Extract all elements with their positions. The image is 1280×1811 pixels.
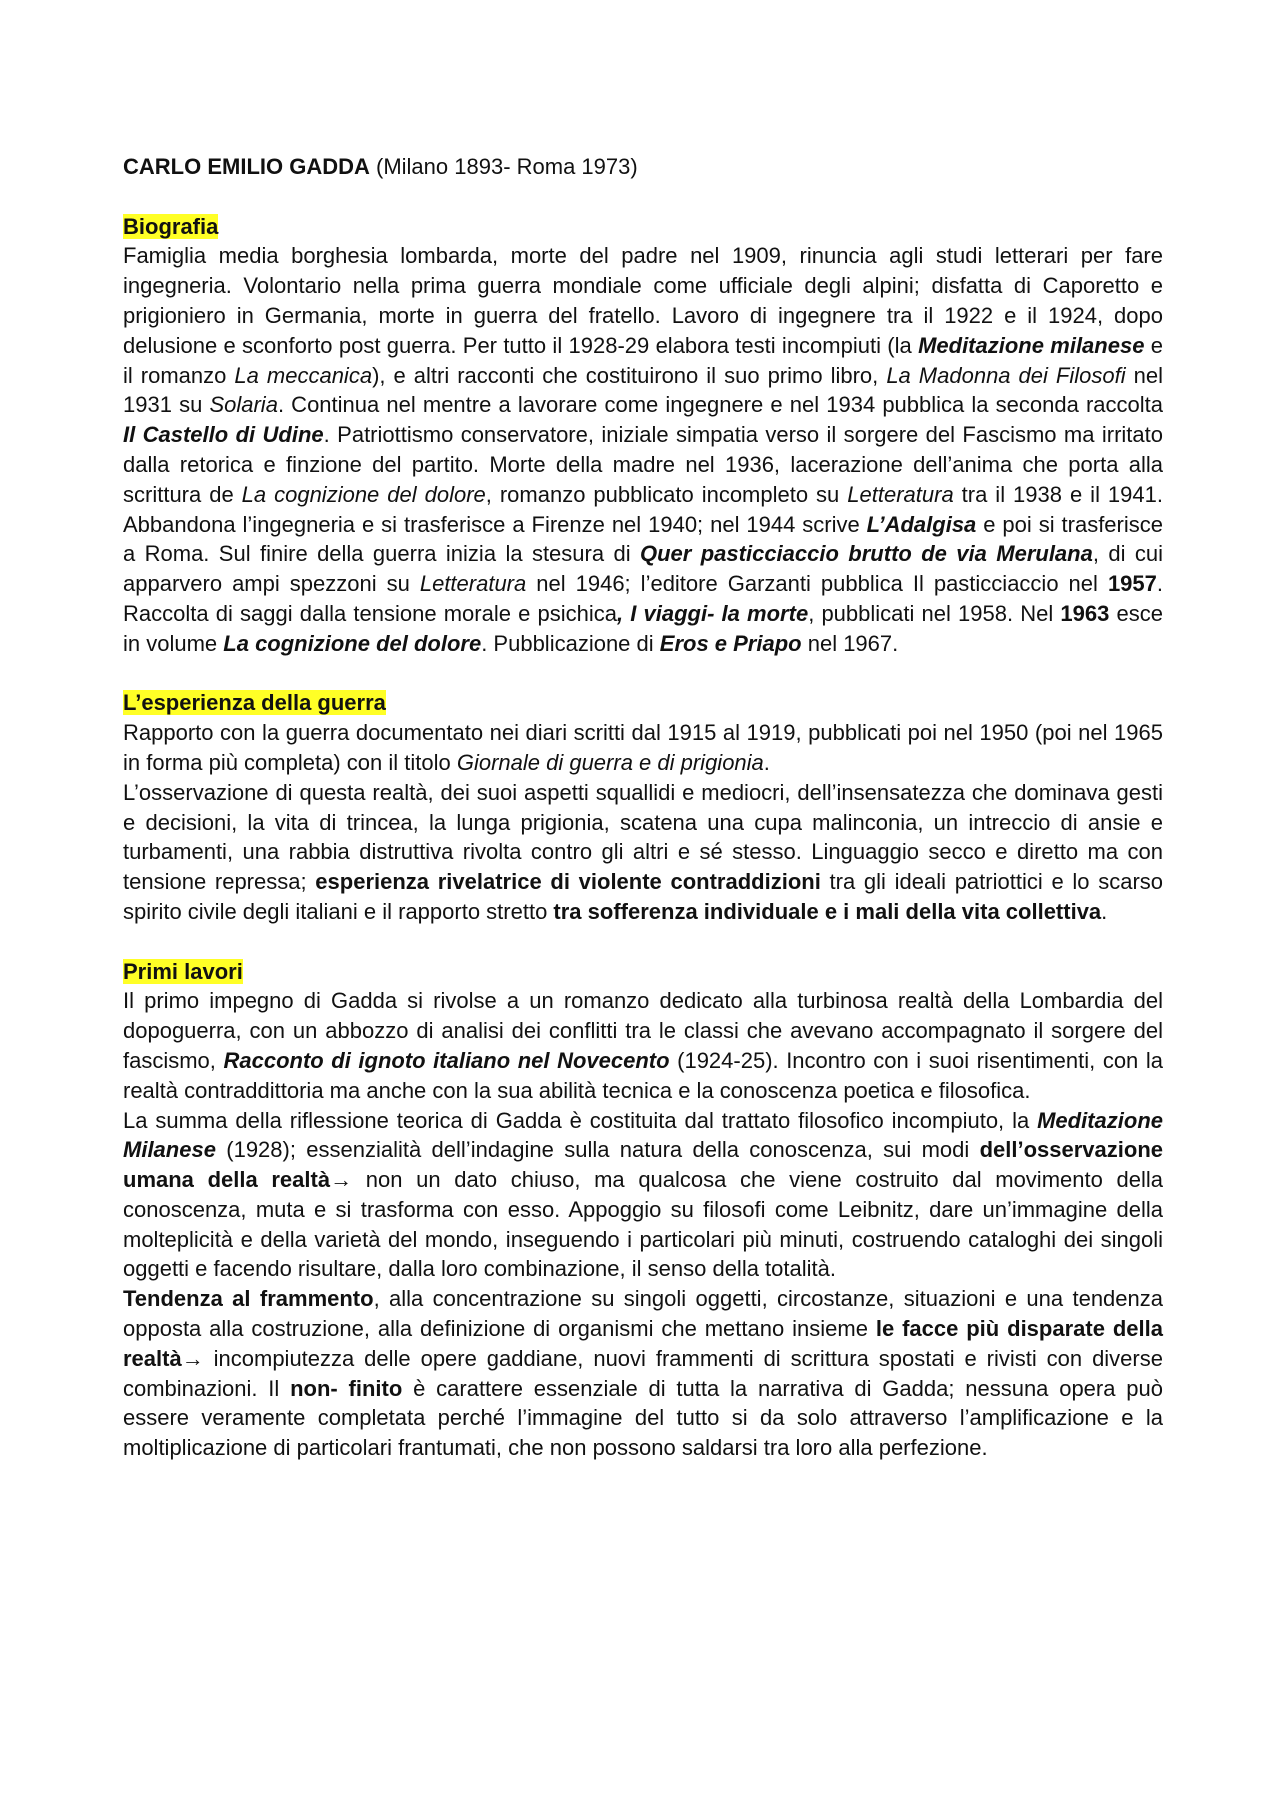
text-run: non un dato chiuso, ma qualcosa che viene costruito dal movimento della conoscenza, muta e si trasforma con esso. Appoggio su filosofi come Leibnitz, dare un’immagine della molteplicità e della varietà del mondo, inseguendo i particolari più minuti, costruendo cataloghi dei singoli oggetti e facendo risultare, dalla loro combinazione, il senso della totalità. <box>123 1167 1163 1282</box>
document-page <box>123 152 1163 1493</box>
text-run: La summa della riflessione teorica di Gadda è costituita dal trattato filosofico incompiuto, la <box>123 1107 1038 1133</box>
highlighted-heading-text: Primi lavori <box>123 958 243 984</box>
text-run: nel 1946; l’editore Garzanti pubblica Il pasticciaccio nel <box>526 571 1108 597</box>
text-run: Eros e Priapo <box>659 630 802 656</box>
section-heading <box>123 957 1163 987</box>
text-run: Il primo impegno di Gadda si rivolse a un romanzo dedicato alla turbinosa realtà della Lombardia del dopoguerra, con un abbozzo di analisi dei conflitti tra le classi che avevano accompagnato il sorgere del fascismo, <box>123 988 1163 1073</box>
author-dates: (Milano 1893- Roma 1973) <box>369 154 638 179</box>
document-body <box>123 212 1163 1463</box>
text-run: L’osservazione di questa realtà, dei suoi aspetti squallidi e mediocri, dell’insensatezza che dominava gesti e decisioni, la vita di trincea, la lunga prigionia, scatena una cupa malinconia, un intreccio di ansie e turbamenti, una rabbia distruttiva rivolta contro gli altri e sé stesso. Linguaggio secco e diretto ma con tensione repressa; <box>123 779 1163 895</box>
text-run: Giornale di guerra e di prigionia <box>456 749 764 775</box>
section-heading <box>123 688 1163 718</box>
text-run: . Continua nel mentre a lavorare come ingegnere e nel 1934 pubblica la seconda raccolta <box>277 392 1163 418</box>
text-run: le facce più disparate della realtà <box>123 1316 1163 1371</box>
text-run: . Patriottismo conservatore, iniziale simpatia verso il sorgere del Fascismo ma irritato dalla retorica e finzione del partito. Morte della madre nel 1936, lacerazione dell’anima che porta alla scrittura de <box>123 422 1164 507</box>
text-run: , pubblicati nel 1958. Nel <box>808 600 1061 626</box>
text-run: è carattere essenziale di tutta la narrativa di Gadda; nessuna opera può essere veramente completata perché l’immagine del tutto si da solo attraverso l’amplificazione e la moltiplicazione di particolari frantumati, che non possono saldarsi tra loro alla perfezione. <box>123 1375 1163 1461</box>
text-run: . Pubblicazione di <box>481 630 660 656</box>
text-run: e il romanzo <box>123 332 1164 388</box>
text-run: esce in volume <box>123 600 1163 656</box>
text-run: La meccanica <box>234 362 373 388</box>
text-run: ), e altri racconti che costituirono il suo primo libro, <box>372 362 887 388</box>
text-run: Letteratura <box>847 481 954 507</box>
text-run: Racconto di ignoto italiano nel Novecento <box>223 1047 670 1073</box>
text-run: tra sofferenza individuale e i mali della vita collettiva <box>553 898 1102 924</box>
text-run: Il Castello di Udine <box>123 422 324 448</box>
text-run: Quer pasticciaccio brutto de via Merulana <box>640 541 1093 567</box>
text-run: La cognizione del dolore <box>223 630 482 656</box>
text-run: La Madonna dei Filosofi <box>886 362 1126 388</box>
paragraph <box>123 986 1163 1105</box>
text-run: tra gli ideali patriottici e lo scarso spirito civile degli italiani e il rapporto stretto <box>123 869 1164 924</box>
text-run: La cognizione del dolore <box>241 481 486 507</box>
text-run: Meditazione milanese <box>918 332 1145 358</box>
text-run: , alla concentrazione su singoli oggetti, circostanze, situazioni e una tendenza opposta alla costruzione, alla definizione di organismi che mettano insieme <box>123 1286 1163 1342</box>
text-run: esperienza rivelatrice di violente contraddizioni <box>315 869 821 895</box>
text-run: , di cui apparvero ampi spezzoni su <box>123 541 1163 597</box>
text-run: tra il 1938 e il 1941. Abbandona l’ingegneria e si trasferisce a Firenze nel 1940; nel 1944 scrive <box>123 481 1163 537</box>
text-run: . <box>1101 898 1108 924</box>
paragraph <box>123 718 1163 778</box>
text-run: dell’osservazione umana della realtà <box>123 1137 1163 1193</box>
highlighted-heading-text: L’esperienza della guerra <box>123 690 386 716</box>
text-run: nel 1931 su <box>123 362 1164 418</box>
text-run: → <box>330 1167 366 1193</box>
text-run: Famiglia media borghesia lombarda, morte del padre nel 1909, rinuncia agli studi letterari per fare ingegneria. Volontario nella prima guerra mondiale come ufficiale degli alpini; disfatta di Caporetto e prigioniero in Germania, morte in guerra del fratello. Lavoro di ingegnere tra il 1922 e il 1924, dopo delusione e sconforto post guerra. Per tutto il 1928-29 elabora testi incompiuti (la <box>123 243 1163 358</box>
section-biografia <box>123 212 1163 659</box>
text-run: Solaria <box>209 392 278 418</box>
text-run: non- finito <box>290 1375 403 1401</box>
text-run: Tendenza al frammento <box>123 1286 374 1312</box>
text-run: . Raccolta di saggi dalla tensione morale e psichica <box>123 571 1164 626</box>
section-heading <box>123 212 1163 242</box>
text-run: Rapporto con la guerra documentato nei diari scritti dal 1915 al 1919, pubblicati poi nel 1950 (poi nel 1965 in forma più completa) con il titolo <box>123 720 1163 775</box>
text-run: L’Adalgisa <box>866 511 977 537</box>
text-run: Letteratura <box>419 571 527 597</box>
paragraph <box>123 1106 1163 1285</box>
text-run: (1928); essenzialità dell’indagine sulla natura della conoscenza, sui modi <box>215 1137 980 1163</box>
text-run: , romanzo pubblicato incompleto su <box>485 481 848 507</box>
text-run: . <box>763 749 770 775</box>
paragraph <box>123 1284 1163 1463</box>
text-run: , I viaggi- la morte <box>616 600 809 626</box>
author-name: CARLO EMILIO GADDA <box>123 154 370 179</box>
paragraph <box>123 241 1163 658</box>
paragraph <box>123 778 1163 927</box>
text-run: → <box>181 1345 214 1371</box>
document-title <box>123 152 1163 182</box>
text-run: e poi si trasferisce a Roma. Sul finire della guerra inizia la stesura di <box>123 511 1163 567</box>
section-primi-lavori <box>123 957 1163 1464</box>
text-run: 1957 <box>1107 571 1157 597</box>
text-run: (1924-25). Incontro con i suoi risentimenti, con la realtà contraddittoria ma anche con la sua abilità tecnica e la conoscenza poetica e filosofica. <box>123 1047 1163 1103</box>
text-run: Meditazione Milanese <box>123 1107 1163 1163</box>
text-run: 1963 <box>1060 600 1110 626</box>
text-run: nel 1967. <box>801 630 899 656</box>
text-run: incompiutezza delle opere gaddiane, nuovi frammenti di scrittura spostati e rivisti con diverse combinazioni. Il <box>123 1345 1163 1401</box>
highlighted-heading-text: Biografia <box>123 213 219 239</box>
section-l-esperienza-della-guerra <box>123 688 1163 926</box>
